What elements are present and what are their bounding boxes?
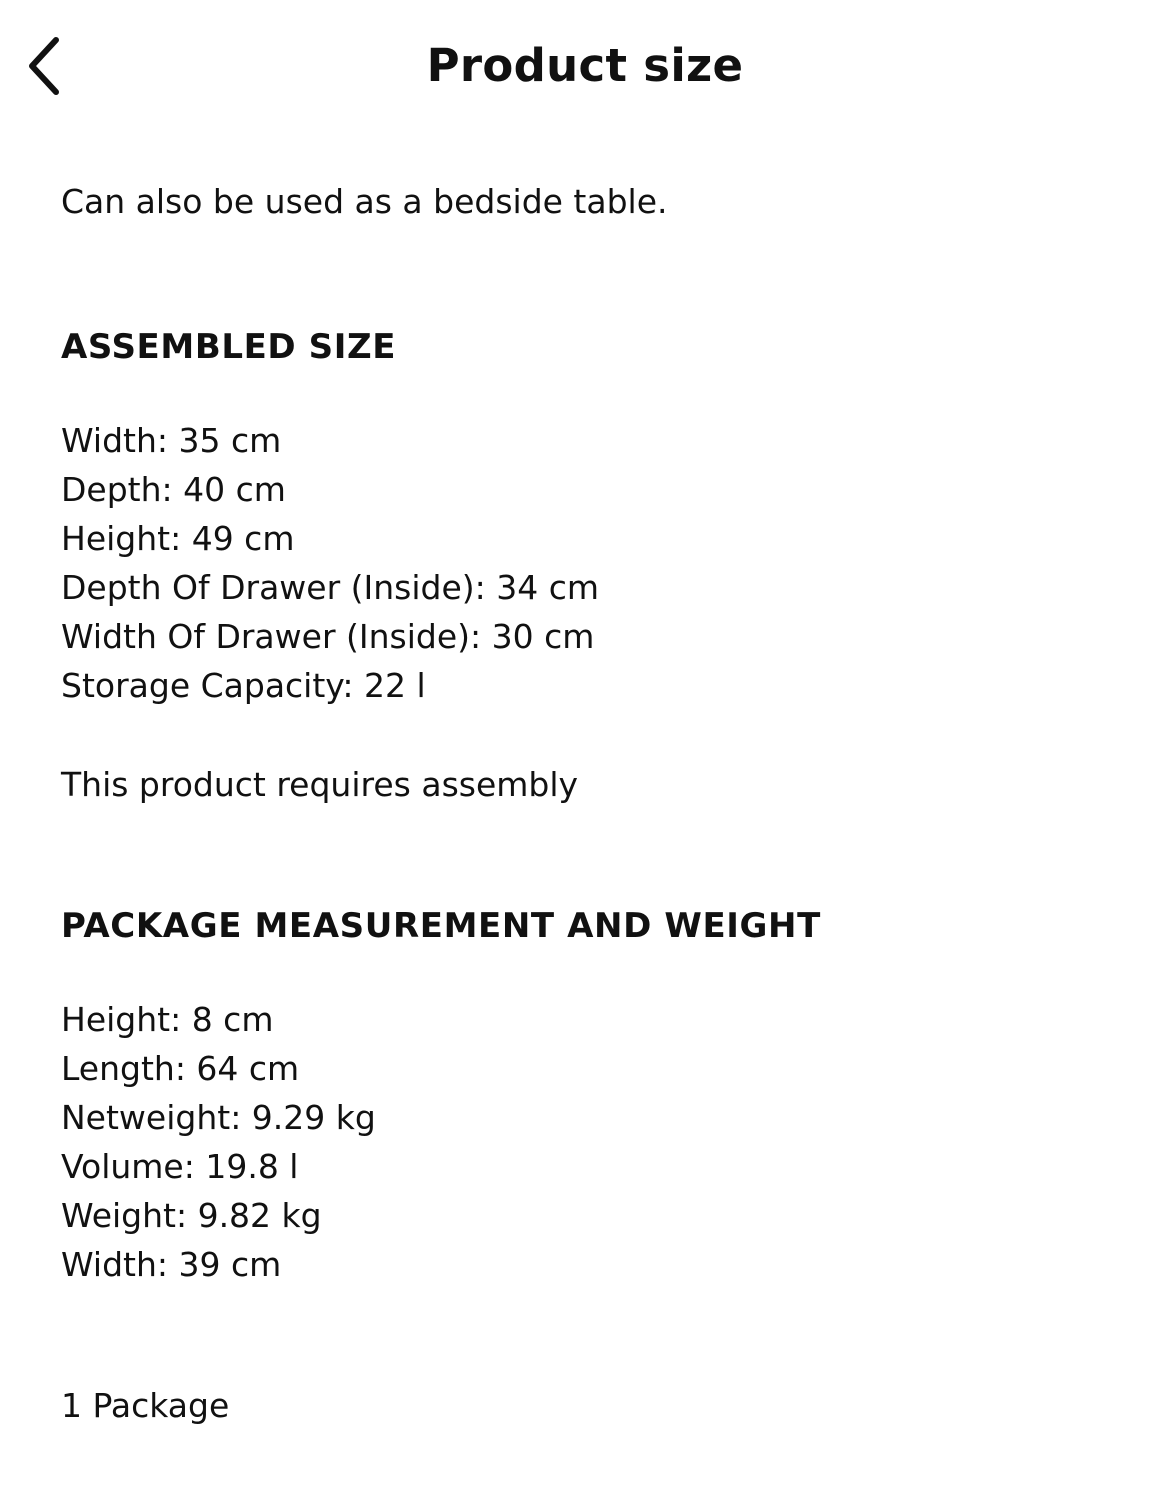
product-size-content xyxy=(61,176,1121,1430)
spec-storage-capacity: Storage Capacity: 22 l xyxy=(61,666,426,705)
package-count: 1 Package xyxy=(61,1386,230,1425)
package-heading: PACKAGE MEASUREMENT AND WEIGHT xyxy=(61,906,821,946)
spec-drawer-depth: Depth Of Drawer (Inside): 34 cm xyxy=(61,568,600,607)
assembled-size-heading: ASSEMBLED SIZE xyxy=(61,327,397,367)
package-volume: Volume: 19.8 l xyxy=(61,1147,299,1186)
spec-depth: Depth: 40 cm xyxy=(61,470,286,509)
assembly-note: This product requires assembly xyxy=(61,765,579,804)
package-width: Width: 39 cm xyxy=(61,1245,282,1284)
top-bar xyxy=(0,0,1170,132)
spec-width: Width: 35 cm xyxy=(61,421,282,460)
spec-height: Height: 49 cm xyxy=(61,519,295,558)
package-weight: Weight: 9.82 kg xyxy=(61,1196,322,1235)
package-netweight: Netweight: 9.29 kg xyxy=(61,1098,376,1137)
package-measurement-list xyxy=(61,995,1121,1289)
assembled-size-list xyxy=(61,416,1121,710)
package-height: Height: 8 cm xyxy=(61,1000,274,1039)
spec-drawer-width: Width Of Drawer (Inside): 30 cm xyxy=(61,617,595,656)
intro-text: Can also be used as a bedside table. xyxy=(61,182,668,221)
page-title: Product size xyxy=(426,39,744,92)
package-length: Length: 64 cm xyxy=(61,1049,300,1088)
